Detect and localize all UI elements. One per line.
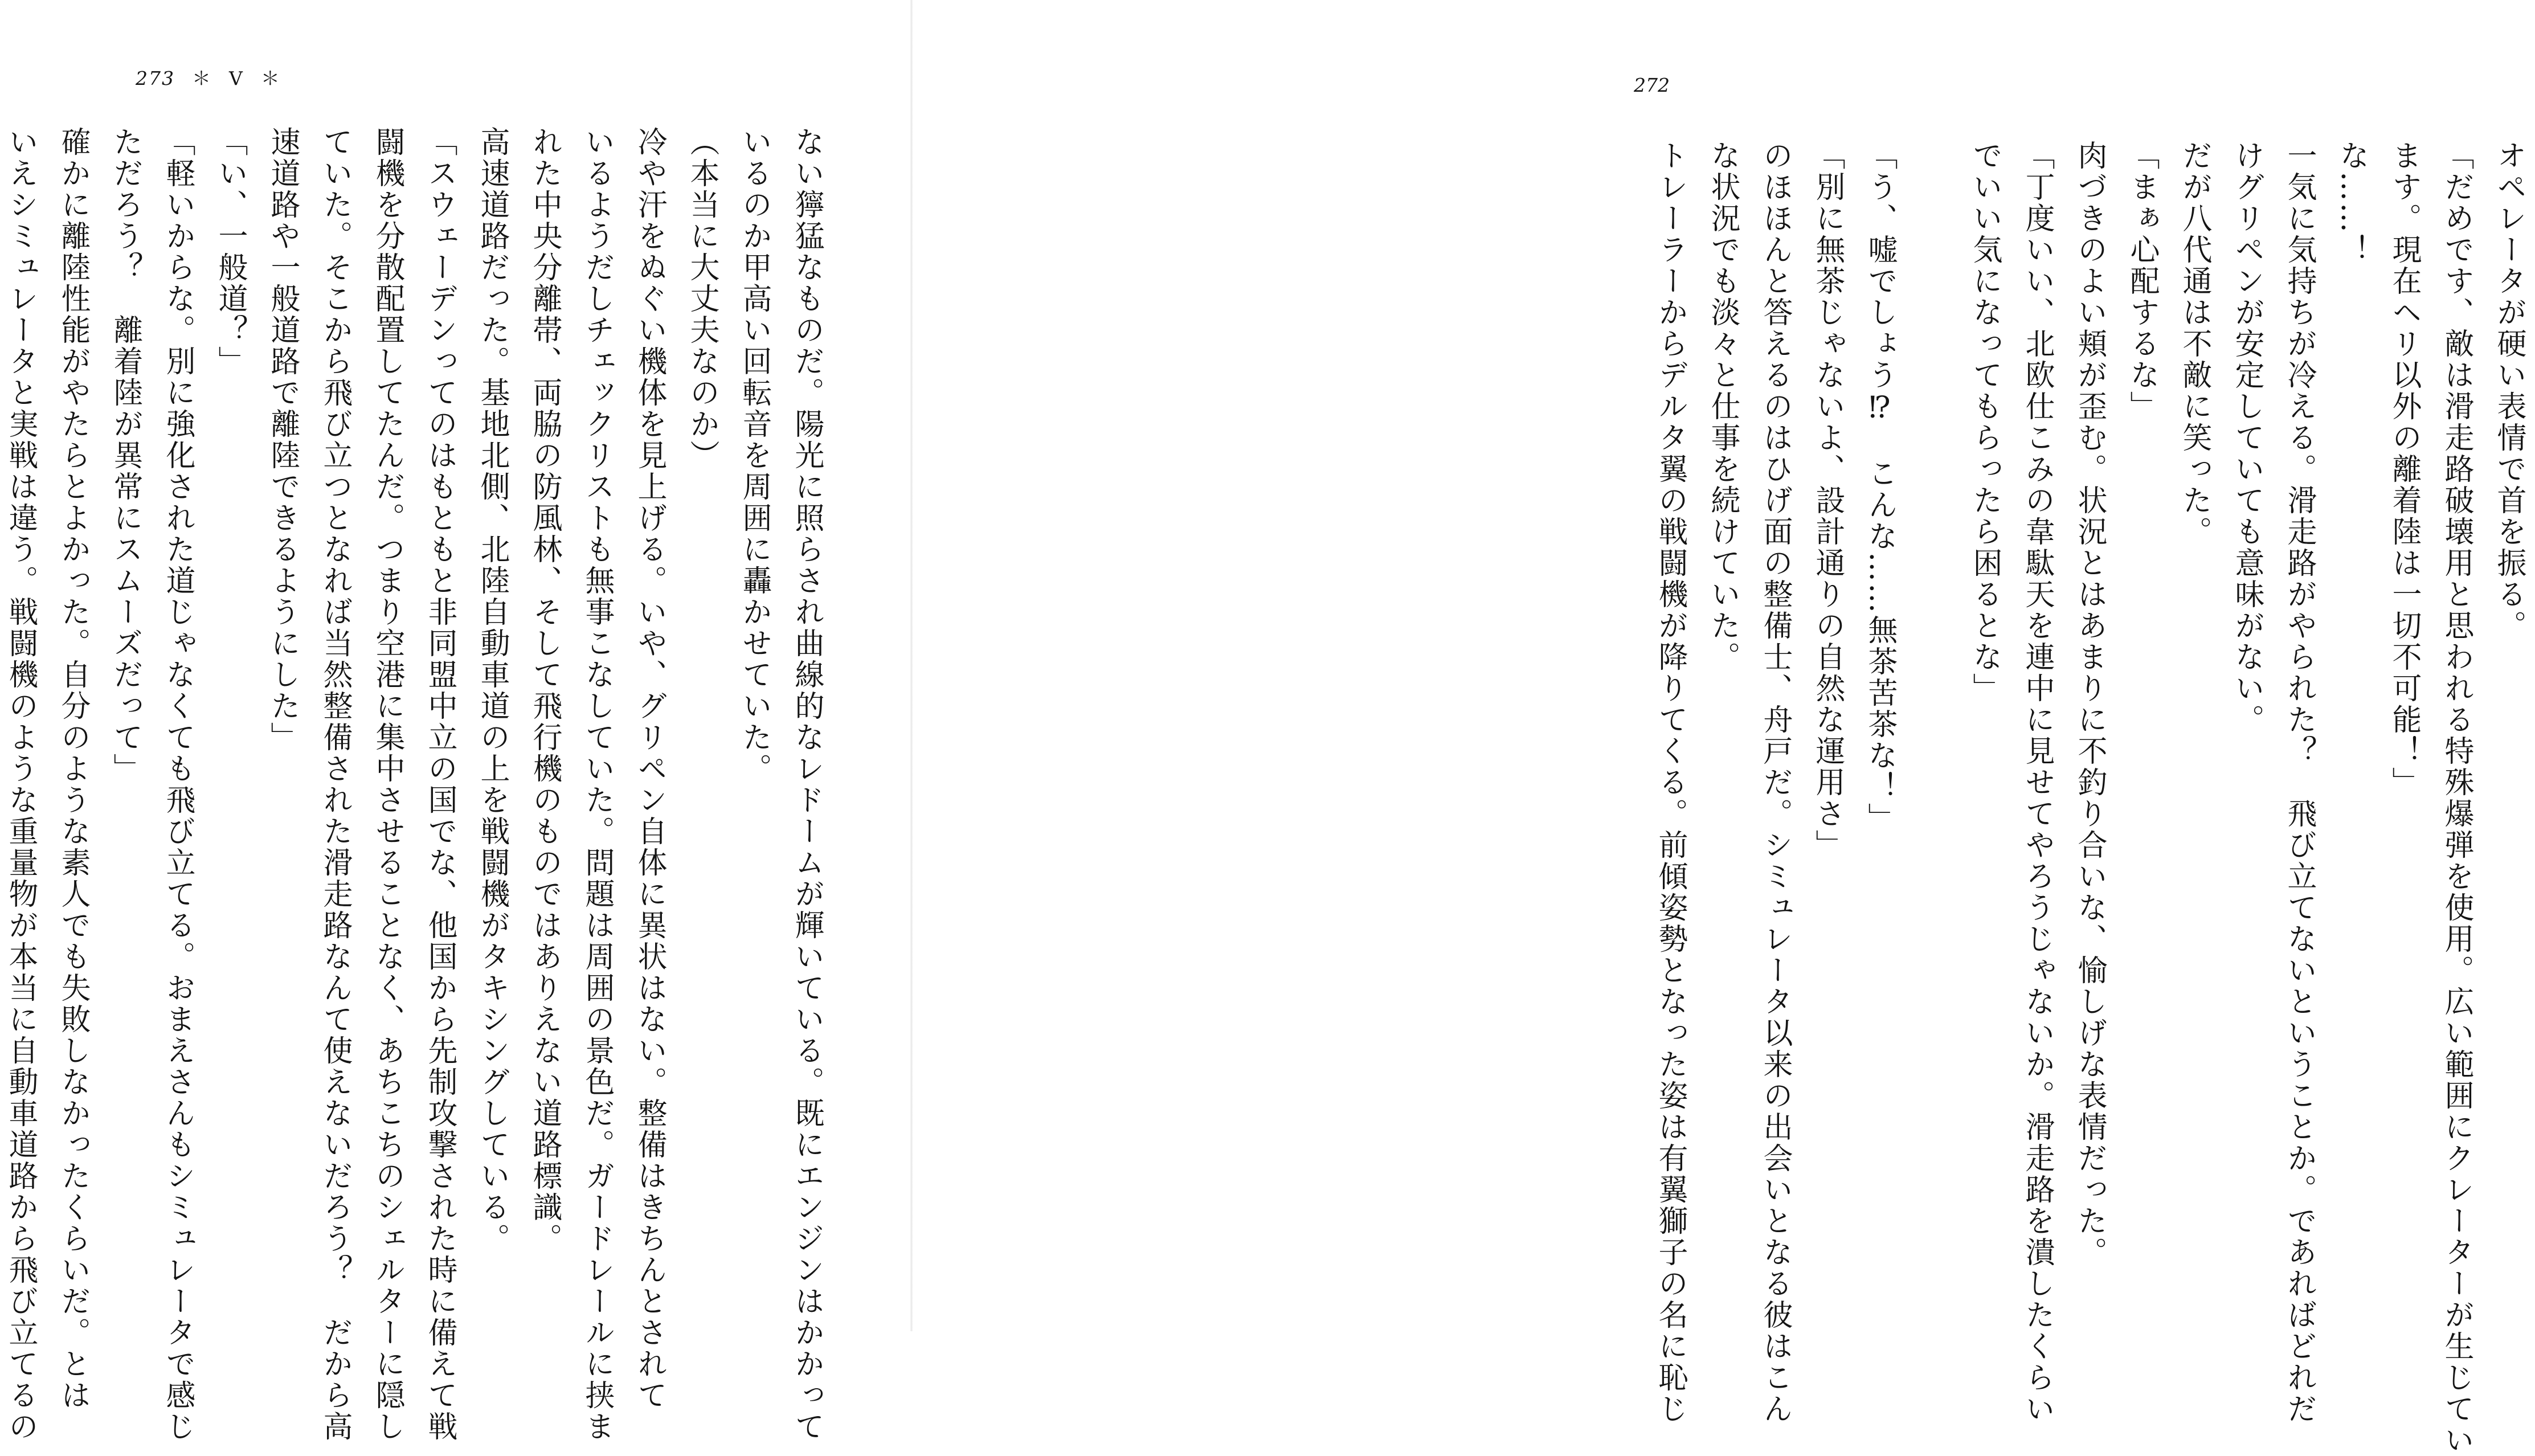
text-line: のほほんと答えるのはひげ面の整備士、舟戸だ。シミュレータ以来の出会いとなる彼はこん xyxy=(1758,140,1792,1425)
text-line: だが八代通は不敵に笑った。 xyxy=(2177,140,2211,547)
text-line: な状況でも淡々と仕事を続けていた。 xyxy=(1706,140,1740,673)
header-separator: ＊ xyxy=(192,67,212,89)
left-page xyxy=(0,0,911,1442)
text-line xyxy=(1906,140,1959,1251)
text-line: 「別に無茶じゃないよ、設計通りの自然な運用さ」 xyxy=(1810,140,1845,861)
text-line: 肉づきのよい頬が歪む。状況とはあまりに不釣り合いな、愉しげな表情だった。 xyxy=(2072,140,2107,1268)
text-line: 「う、嘘でしょう⁉ こんな……無茶苦茶な！」 xyxy=(1863,140,1897,834)
text-line: （本当に大丈夫なのか） xyxy=(685,126,719,471)
text-line: な……！ xyxy=(2334,140,2369,265)
left-body-text xyxy=(3,126,833,1442)
text-line: 「まぁ心配するな」 xyxy=(2125,140,2159,422)
page-number-right: 272 xyxy=(1634,74,1670,96)
text-line: 一気に気持ちが冷える。滑走路がやられた？ 飛び立てないということか。であればどれだ xyxy=(2282,140,2316,1425)
text-line: 速道路や一般道路で離陸できるようにした」 xyxy=(265,126,300,753)
text-line: ます。現在ヘリ以外の離着陸は一切不可能！」 xyxy=(2387,140,2421,798)
text-line: 闘機を分散配置してたんだ。つまり空港に集中させることなく、あちこちのシェルターに隠し xyxy=(370,126,404,1442)
text-line: 「丁度いい、北欧仕こみの韋駄天を連中に見せてやろうじゃないか。滑走路を潰したくらい xyxy=(2020,140,2054,1425)
text-line: 冷や汗をぬぐい機体を見上げる。いや、グリペン自体に異状はない。整備はきちんとされて xyxy=(632,126,667,1411)
text-line: 「スウェーデンってのはもともと非同盟中立の国でな、他国から先制攻撃された時に備えて戦 xyxy=(423,126,457,1442)
text-line: でいい気になってもらったら困るとな」 xyxy=(1968,140,2002,704)
text-line: いるようだしチェックリストも無事こなしていた。問題は周囲の景色だ。ガードレールに挟ま xyxy=(580,126,614,1442)
header-separator-2: ＊ xyxy=(260,67,281,89)
page-number-left: 273 xyxy=(136,67,175,89)
text-line: 「い、一般道？」 xyxy=(213,126,247,377)
chapter-label: Ⅴ xyxy=(229,67,244,89)
running-header xyxy=(136,64,281,91)
text-line: けグリペンが安定していても意味がない。 xyxy=(2230,140,2264,735)
right-body-text xyxy=(1653,140,2535,1456)
text-line: いるのか甲高い回転音を周囲に轟かせていた。 xyxy=(737,126,771,784)
text-line: 確かに離陸性能がやたらとよかった。自分のような素人でも失敗しなかったくらいだ。とは xyxy=(56,126,90,1411)
text-line: 高速道路だった。基地北側、北陸自動車道の上を戦闘機がタキシングしている。 xyxy=(475,126,509,1254)
text-line: ていた。そこから飛び立つとなれば当然整備された滑走路なんて使えないだろう？ だから高 xyxy=(318,126,352,1442)
text-line: ない獰猛なものだ。陽光に照らされ曲線的なレドームが輝いている。既にエンジンはかかって xyxy=(790,126,824,1442)
right-page xyxy=(911,0,2526,1456)
text-line: いえシミュレータと実戦は違う。戦闘機のような重量物が本当に自動車道路から飛び立てるの xyxy=(3,126,38,1442)
text-line: れた中央分離帯、両脇の防風林、そして飛行機のものではありえない道路標識。 xyxy=(528,126,562,1254)
text-line: オペレータが硬い表情で首を振る。 xyxy=(2492,140,2526,641)
text-line: 「軽いからな。別に強化された道じゃなくても飛び立てる。おまえさんもシミュレータで感じ xyxy=(161,126,195,1442)
text-line: トレーラーからデルタ翼の戦闘機が降りてくる。前傾姿勢となった姿は有翼獅子の名に恥じ xyxy=(1653,140,1687,1425)
text-line: ただろう？ 離着陸が異常にスムーズだって」 xyxy=(108,126,142,784)
text-line: 「だめです、敵は滑走路破壊用と思われる特殊爆弾を使用。広い範囲にクレーターが生じてい xyxy=(2439,140,2473,1456)
